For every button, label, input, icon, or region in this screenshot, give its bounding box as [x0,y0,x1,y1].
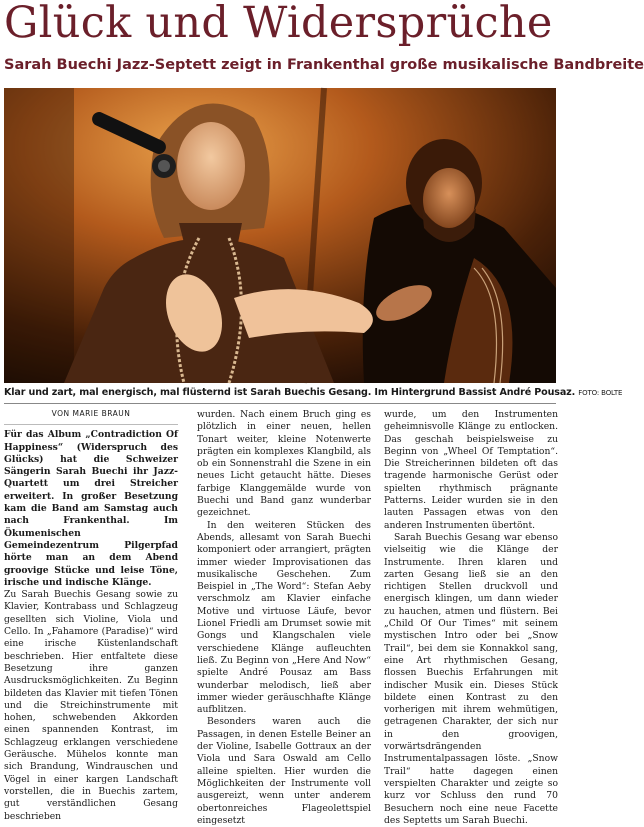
article-intro: Für das Album „Contradiction Of Happiness“ (Widerspruch des Glücks) hat die Schweizer Sängerin Sarah Buechi ihr Jazz-Quartett um drei Streicher erweitert. In großer Besetzung kam die Band am Samstag auch nach Frankenthal. Im Ökumenischen Gemeindezentrum Pilgerpfad hörte man an dem Abend groovige Stücke und leise Töne, irische und indische Klänge. [4,429,178,588]
column-1-paragraph: Zu Sarah Buechis Gesang sowie zu Klavier, Kontrabass und Schlagzeug gesellten sich Violine, Viola und Cello. In „Fahamore (Paradise)“ wird eine irische Küstenlandschaft beschrieben. Hier entfaltete diese Besetzung ihre ganzen Ausdrucksmöglichkeiten. Zu Beginn bildeten das Klavier mit tiefen Tönen und die Streichinstrumente mit hohen, schwebenden Akkorden einen spannenden Kontrast, im Schlagzeug erklangen verschiedene Geräusche. Mühelos konnte man sich Brandung, Windrauschen und Vögel in einer kargen Landschaft vorstellen, die in Buechis zartem, gut verständlichen Gesang beschrieben [4,589,178,822]
headline: Glück und Widersprüche [4,0,553,48]
caption-text: Klar und zart, mal energisch, mal flüsternd ist Sarah Buechis Gesang. Im Hintergrund Bassist André Pousaz. [4,387,576,398]
article-column-3 [384,409,558,826]
column-3-paragraph-1: wurde, um den Instrumenten geheimnisvolle Klänge zu entlocken. Das geschah beispielsweise zu Beginn von „Wheel Of Temptation“. Die Streicherinnen bildeten oft das tragende harmonische Gerüst oder spielten rhythmisch prägnante Patterns. Leider wurden sie in den lauten Passagen etwas von den anderen Instrumenten übertönt. [384,409,558,531]
caption-divider [4,403,556,404]
article-photo [4,88,556,383]
byline: VON MARIE BRAUN [4,406,178,425]
column-2-paragraph-3: Besonders waren auch die Passagen, in denen Estelle Beiner an der Violine, Isabelle Gottraux an der Viola und Sara Oswald am Cello alleine spielten. Hier wurden die Möglichkeiten der Instrumente voll ausgereizt, wenn unter anderem obertonreiches Flageolettspiel eingesetzt [197,716,371,826]
column-2-paragraph-2: In den weiteren Stücken des Abends, allesamt von Sarah Buechi komponiert oder arrangiert, prägten immer wieder Improvisationen das musikalische Geschehen. Zum Beispiel in „The Word“: Stefan Aeby verschmolz am Klavier einfache Motive und virtuose Läufe, bevor Lionel Friedli am Drumset sowie mit Gongs und Klangschalen viele verschiedene Klänge aufleuchten ließ. Zu Beginn von „Here And Now“ spielte André Pousaz am Bass wunderbar melodisch, ließ aber immer wieder geräuschhafte Klänge aufblitzen. [197,519,371,716]
article-column-1 [4,406,178,822]
article-column-2 [197,409,371,826]
photo-caption [4,384,623,402]
photo-credit: FOTO: BOLTE [578,389,623,397]
column-2-paragraph-1: wurden. Nach einem Bruch ging es plötzlich in einer neuen, hellen Tonart weiter, kleine Notenwerte prägten ein komplexes Klangbild, als ob ein Sonnenstrahl die Szene in ein neues Licht getaucht hätte. Dieses farbige Klanggemälde wurde von Buechi und Band ganz wunderbar gezeichnet. [197,409,371,519]
column-3-paragraph-2: Sarah Buechis Gesang war ebenso vielseitig wie die Klänge der Instrumente. Ihren klaren und zarten Gesang ließ sie an den richtigen Stellen druckvoll und energisch klingen, um dann wieder zu hauchen, atmen und flüstern. Bei „Child Of Our Times“ mit seinem mystischen Intro oder bei „Snow Trail“, bei dem sie Konnakkol sang, eine Art rhythmischen Gesang, flossen Buechis Erfahrungen mit indischer Musik ein. Dieses Stück bildete einen Kontrast zu den vorherigen mit ihrem wehmütigen, getragenen Charakter, der sich nur in den groovigen, vorwärtsdrängenden Instrumentalpassagen löste. „Snow Trail“ hatte dagegen einen verspielten Charakter und zeigte so kurz vor Schluss den rund 70 Besuchern noch eine neue Facette des Septetts um Sarah Buechi. [384,531,558,826]
subheadline: Sarah Buechi Jazz-Septett zeigt in Frankenthal große musikalische Bandbreite [4,57,644,73]
